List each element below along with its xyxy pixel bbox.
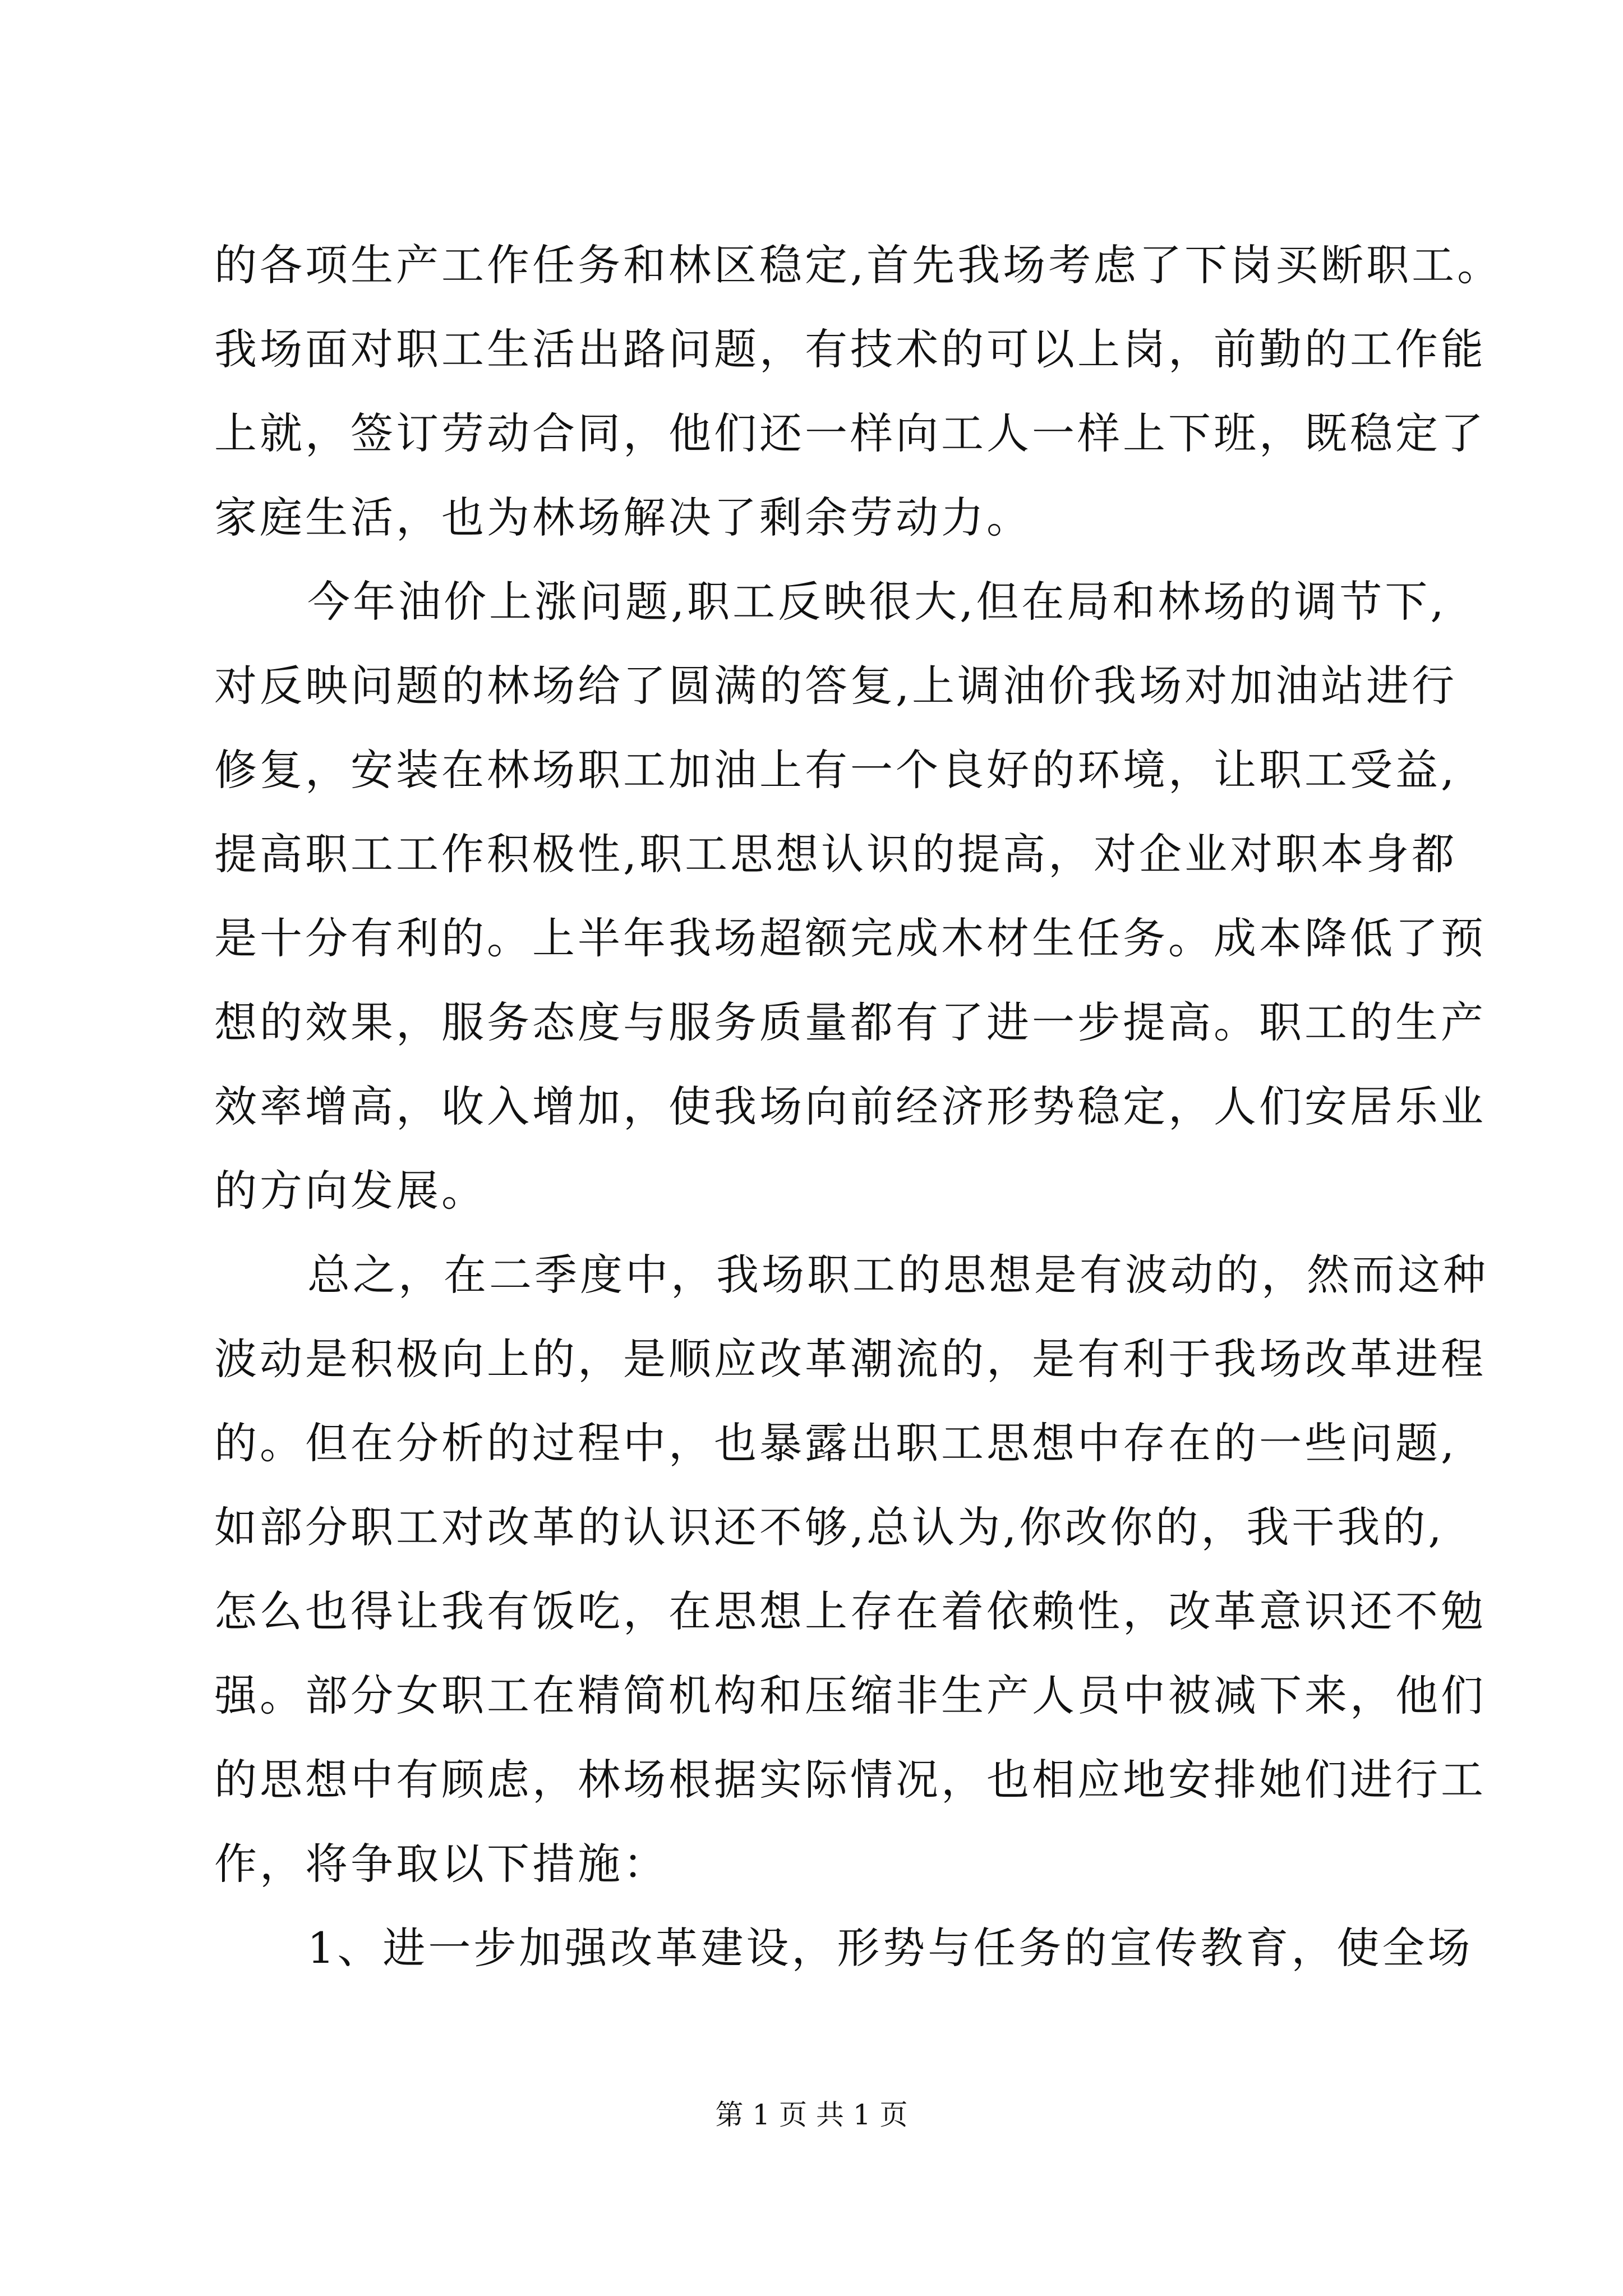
text-line: 如部分职工对改革的认识还不够,总认为,你改你的，我干我的, xyxy=(214,1502,1445,1552)
paragraph-start-line: 今年油价上涨问题,职工反映很大,但在局和林场的调节下, xyxy=(307,577,1447,627)
text-line: 家庭生活，也为林场解决了剩余劳动力。 xyxy=(214,493,1032,542)
text-line: 对反映问题的林场给了圆满的答复,上调油价我场对加油站进行 xyxy=(214,661,1458,711)
text-line: 是十分有利的。上半年我场超额完成木材生任务。成本降低了预 xyxy=(214,913,1486,963)
page-footer xyxy=(0,2095,1623,2134)
text-line: 作，将争取以下措施： xyxy=(214,1839,668,1889)
document-body xyxy=(214,223,1503,1990)
text-line: 的。但在分析的过程中，也暴露出职工思想中存在的一些问题, xyxy=(214,1418,1458,1468)
text-line: 的思想中有顾虑，林场根据实际情况，也相应地安排她们进行工 xyxy=(214,1755,1486,1805)
text-line: 怎么也得让我有饭吃，在思想上存在着依赖性，改革意识还不勉 xyxy=(214,1586,1486,1636)
text-line: 想的效果，服务态度与服务质量都有了进一步提高。职工的生产 xyxy=(214,997,1486,1047)
paragraph-start-line: 总之，在二季度中，我场职工的思想是有波动的，然而这种 xyxy=(307,1250,1488,1300)
text-line: 的各项生产工作任务和林区稳定,首先我场考虑了下岗买断职工。 xyxy=(214,240,1503,290)
list-item-line: 1、进一步加强改革建设，形势与任务的宣传教育，使全场 xyxy=(307,1923,1473,1973)
text-line: 效率增高，收入增加，使我场向前经济形势稳定，人们安居乐业 xyxy=(214,1082,1486,1131)
text-line: 提高职工工作积极性,职工思想认识的提高，对企业对职本身都 xyxy=(214,829,1458,879)
text-line: 修复，安装在林场职工加油上有一个良好的环境，让职工受益, xyxy=(214,745,1458,795)
text-line: 上就，签订劳动合同，他们还一样向工人一样上下班，既稳定了 xyxy=(214,408,1486,458)
text-line: 的方向发展。 xyxy=(214,1166,487,1216)
text-line: 我场面对职工生活出路问题，有技术的可以上岗，前勤的工作能 xyxy=(214,324,1486,374)
page-number-label: 第 1 页 共 1 页 xyxy=(715,2099,908,2131)
text-line: 强。部分女职工在精简机构和压缩非生产人员中被减下来，他们 xyxy=(214,1671,1486,1720)
text-line: 波动是积极向上的，是顺应改革潮流的，是有利于我场改革进程 xyxy=(214,1334,1486,1384)
